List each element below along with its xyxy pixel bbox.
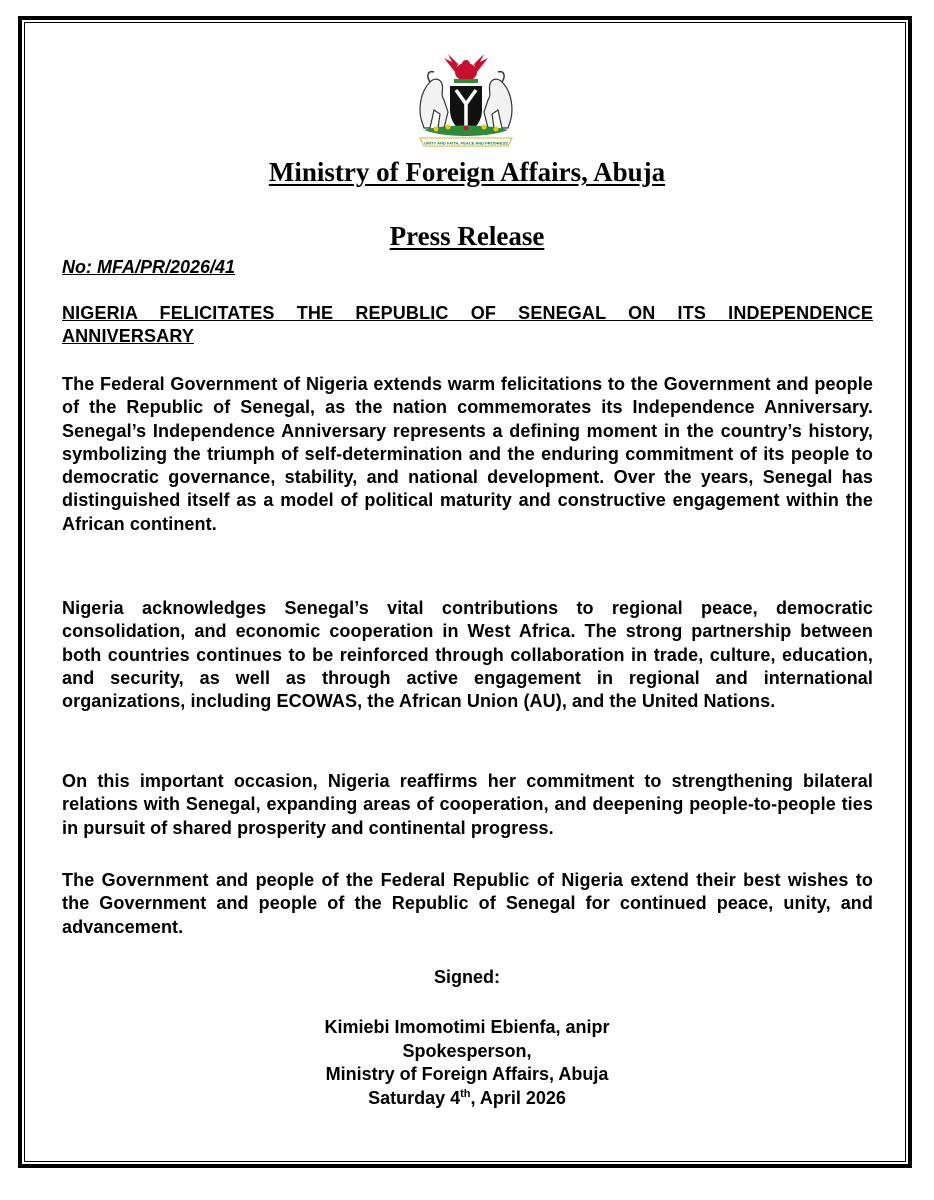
- signed-label: Signed:: [434, 967, 500, 987]
- document-type-heading: Press Release: [389, 221, 545, 251]
- page-border-inner: [24, 22, 906, 1162]
- left-horse-icon: [420, 72, 448, 128]
- svg-text:UNITY AND FAITH, PEACE AND PRO: UNITY AND FAITH, PEACE AND PROGRESS: [424, 140, 508, 146]
- signatory-name: Kimiebi Imomotimi Ebienfa, anipr: [324, 1017, 610, 1037]
- signature-block: [0, 1016, 934, 1110]
- ministry-title: Ministry of Foreign Affairs, Abuja: [268, 157, 666, 187]
- body-paragraph-3: On this important occasion, Nigeria reaffirms her commitment to strengthening bilateral relations with Senegal, expanding areas of cooperation, and deepening people-to-people ties in pursuit of shared prosperity and continental progress.: [62, 771, 873, 838]
- right-horse-icon: [484, 72, 512, 128]
- date-day: Saturday 4: [368, 1087, 461, 1108]
- body-paragraph-4: The Government and people of the Federal Republic of Nigeria extend their best wishes to the Government and people of the Republic of Senegal for continued peace, unity, and advancement.: [62, 870, 873, 937]
- signatory-title: Spokesperson,: [402, 1040, 532, 1061]
- date-ordinal: th: [460, 1087, 471, 1100]
- coat-of-arms-icon: [404, 52, 528, 148]
- date-month-year: , April 2026: [470, 1087, 566, 1108]
- press-release-headline: NIGERIA FELICITATES THE REPUBLIC OF SENEGAL ON ITS INDEPENDENCE ANNIVERSARY: [62, 303, 873, 346]
- wreath-icon: [424, 125, 508, 137]
- body-paragraph-1: The Federal Government of Nigeria extends warm felicitations to the Government and people of the Republic of Senegal, as the nation commemorates its Independence Anniversary. Senegal’s Independence Anniversary represents a defining moment in the country’s history, symbolizing the triumph of self-determination and the enduring commitment of its people to democratic governance, stability, and national development. Over the years, Senegal has distinguished itself as a model of political maturity and constructive engagement within the African continent.: [62, 374, 873, 534]
- motto-ribbon: [420, 138, 512, 146]
- eagle-icon: [444, 54, 488, 83]
- release-date: [0, 1087, 934, 1111]
- reference-number: No: MFA/PR/2026/41: [62, 257, 236, 277]
- signatory-organization: Ministry of Foreign Affairs, Abuja: [325, 1064, 609, 1084]
- body-paragraph-2: Nigeria acknowledges Senegal’s vital contributions to regional peace, democratic consolidation, and economic cooperation in West Africa. The strong partnership between both countries continues to be reinforced through collaboration in trade, culture, education, and security, as well as through active engagement in regional and international organizations, including ECOWAS, the African Union (AU), and the United Nations.: [62, 598, 873, 712]
